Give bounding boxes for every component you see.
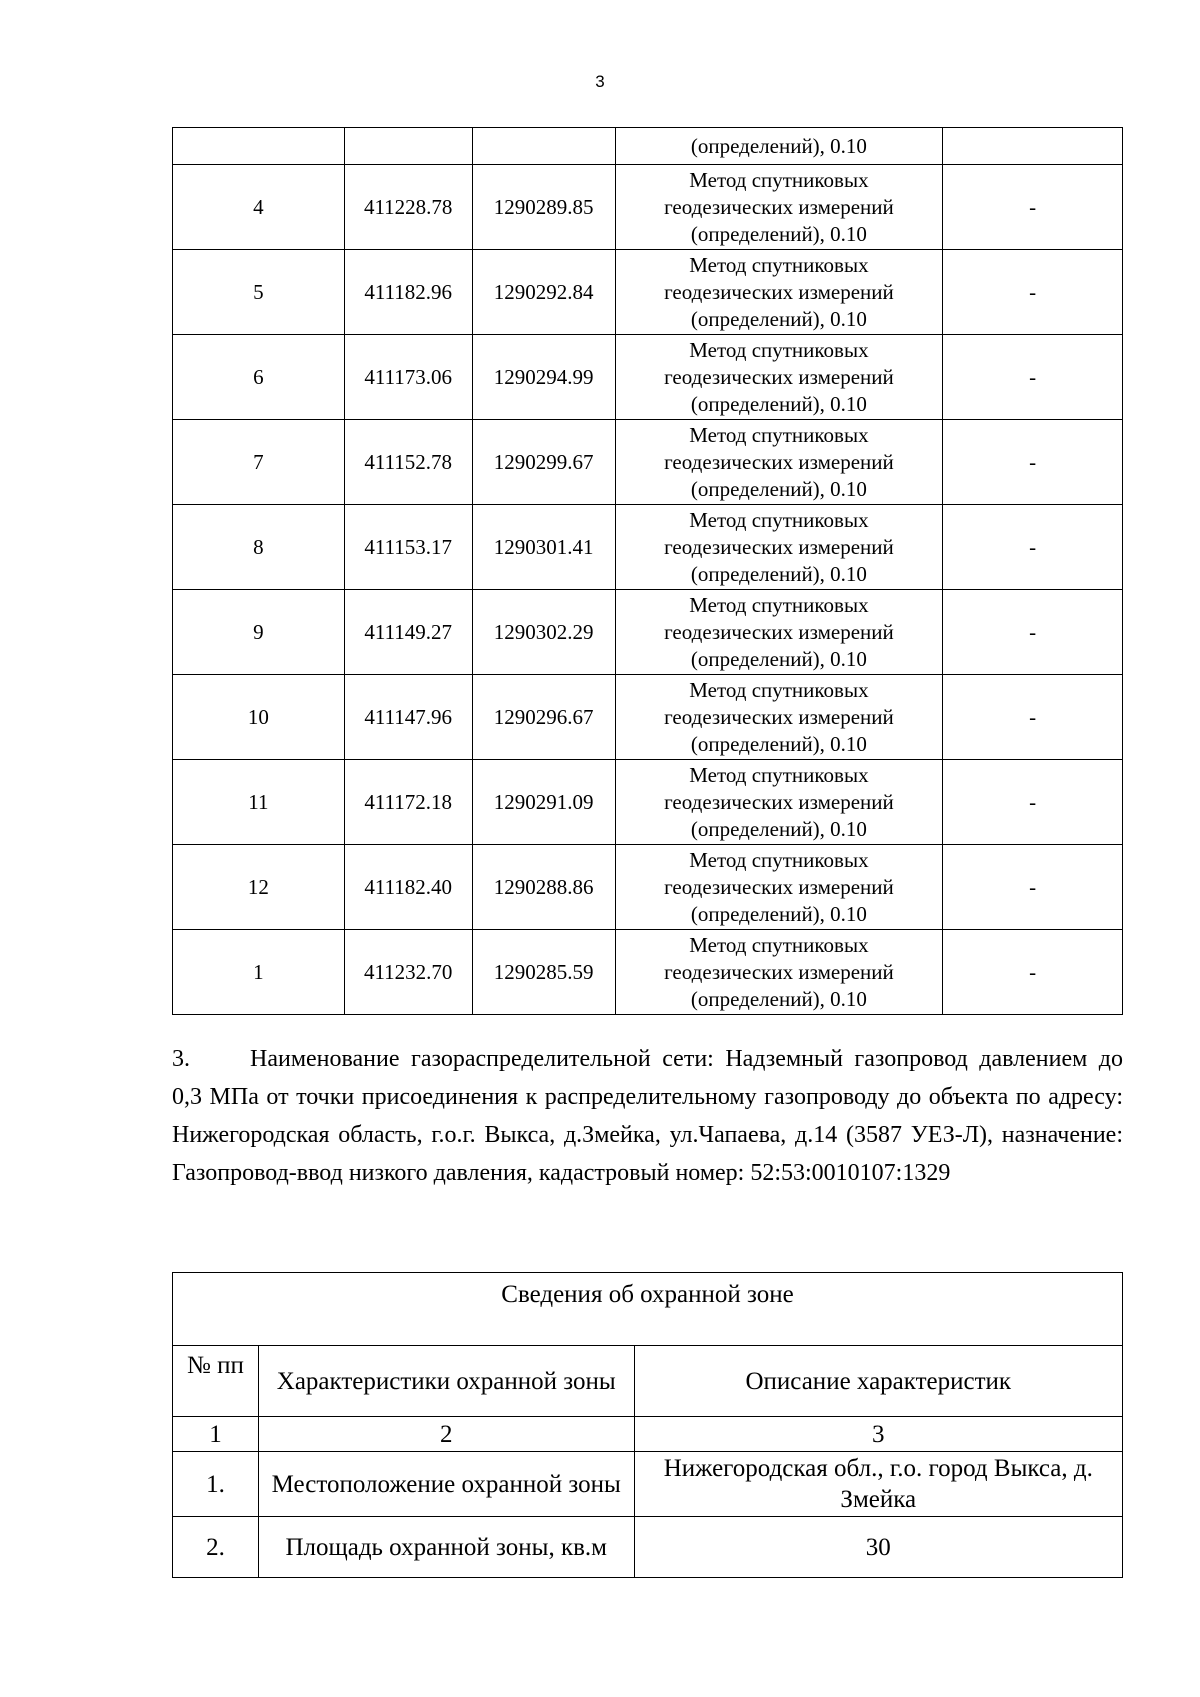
method-line: Метод спутниковых bbox=[689, 422, 869, 447]
method-line: (определений), 0.10 bbox=[690, 221, 867, 246]
page-number: 3 bbox=[595, 72, 605, 91]
protection-zone-table bbox=[172, 1272, 1123, 1578]
table-row bbox=[173, 845, 1123, 930]
method-line: геодезических измерений bbox=[664, 789, 894, 814]
y-coordinate: 1290301.41 bbox=[472, 505, 615, 590]
point-number: 11 bbox=[173, 760, 345, 845]
coordinates-table bbox=[172, 127, 1123, 1015]
method-line: Метод спутниковых bbox=[689, 252, 869, 277]
method-cell bbox=[615, 420, 943, 505]
x-coordinate: 411152.78 bbox=[344, 420, 472, 505]
method-line: (определений), 0.10 bbox=[690, 561, 867, 586]
method-cell: (определений), 0.10 bbox=[615, 128, 943, 165]
table-cell: 30 bbox=[634, 1517, 1122, 1578]
note-cell: - bbox=[943, 760, 1123, 845]
table-row bbox=[173, 505, 1123, 590]
method-cell bbox=[615, 250, 943, 335]
note-cell: - bbox=[943, 505, 1123, 590]
y-coordinate: 1290292.84 bbox=[472, 250, 615, 335]
section-text: Наименование газораспределительной сети: Надземный газопровод давлением до 0,3 МПа от точки присоединения к распределительному газопроводу до объекта по адресу: Нижегородская область, г.о.г. Выкса, д.Змейка, ул.Чапаева, д.14 (3587 УЕЗ-Л), назначение: Газопровод-ввод низкого давления, кадастровый номер: 52:53:0010107:1329 bbox=[172, 1046, 1123, 1186]
note-cell: - bbox=[943, 845, 1123, 930]
method-cell bbox=[615, 845, 943, 930]
point-number: 9 bbox=[173, 590, 345, 675]
table-header-row bbox=[173, 1346, 1123, 1417]
method-line: (определений), 0.10 bbox=[690, 391, 867, 416]
method-line: (определений), 0.10 bbox=[690, 476, 867, 501]
method-line: (определений), 0.10 bbox=[690, 986, 867, 1011]
method-cell bbox=[615, 675, 943, 760]
method-line: Метод спутниковых bbox=[689, 167, 869, 192]
method-line: геодезических измерений bbox=[664, 364, 894, 389]
method-line: (определений), 0.10 bbox=[690, 646, 867, 671]
table-cell bbox=[344, 128, 472, 165]
method-line: геодезических измерений bbox=[664, 874, 894, 899]
section-3-paragraph bbox=[172, 1040, 1123, 1192]
method-cell bbox=[615, 335, 943, 420]
method-line: (определений), 0.10 bbox=[690, 731, 867, 756]
table-row bbox=[173, 590, 1123, 675]
table-cell: 1 bbox=[173, 1417, 259, 1452]
point-number: 5 bbox=[173, 250, 345, 335]
note-cell: - bbox=[943, 420, 1123, 505]
x-coordinate: 411182.40 bbox=[344, 845, 472, 930]
table-cell: 1. bbox=[173, 1452, 259, 1517]
point-number: 4 bbox=[173, 165, 345, 250]
method-line: (определений), 0.10 bbox=[690, 901, 867, 926]
point-number: 7 bbox=[173, 420, 345, 505]
method-line: геодезических измерений bbox=[664, 534, 894, 559]
table-cell bbox=[943, 128, 1123, 165]
point-number: 10 bbox=[173, 675, 345, 760]
y-coordinate: 1290302.29 bbox=[472, 590, 615, 675]
method-line: Метод спутниковых bbox=[689, 932, 869, 957]
column-index-row bbox=[173, 1417, 1123, 1452]
method-line: геодезических измерений bbox=[664, 704, 894, 729]
x-coordinate: 411172.18 bbox=[344, 760, 472, 845]
section-number: 3. bbox=[172, 1046, 190, 1072]
method-line: Метод спутниковых bbox=[689, 847, 869, 872]
column-header: № пп bbox=[173, 1346, 259, 1417]
table-row bbox=[173, 760, 1123, 845]
method-line: Метод спутниковых bbox=[689, 337, 869, 362]
method-line: геодезических измерений bbox=[664, 194, 894, 219]
method-cell bbox=[615, 505, 943, 590]
note-cell: - bbox=[943, 335, 1123, 420]
method-line: Метод спутниковых bbox=[689, 677, 869, 702]
table-cell: 2 bbox=[258, 1417, 634, 1452]
method-line: (определений), 0.10 bbox=[690, 816, 867, 841]
method-line: Метод спутниковых bbox=[689, 507, 869, 532]
table-row bbox=[173, 335, 1123, 420]
table-cell: Площадь охранной зоны, кв.м bbox=[258, 1517, 634, 1578]
x-coordinate: 411173.06 bbox=[344, 335, 472, 420]
method-cell bbox=[615, 760, 943, 845]
table-cell: Нижегородская обл., г.о. город Выкса, д. Змейка bbox=[634, 1452, 1122, 1517]
note-cell: - bbox=[943, 165, 1123, 250]
table-cell: Местоположение охранной зоны bbox=[258, 1452, 634, 1517]
table-row bbox=[173, 165, 1123, 250]
y-coordinate: 1290285.59 bbox=[472, 930, 615, 1015]
table-row bbox=[173, 1517, 1123, 1578]
table-cell: 3 bbox=[634, 1417, 1122, 1452]
y-coordinate: 1290289.85 bbox=[472, 165, 615, 250]
method-line: (определений), 0.10 bbox=[690, 306, 867, 331]
table-row bbox=[173, 930, 1123, 1015]
table-row bbox=[173, 1452, 1123, 1517]
method-cell bbox=[615, 165, 943, 250]
table-title: Сведения об охранной зоне bbox=[173, 1273, 1123, 1346]
y-coordinate: 1290299.67 bbox=[472, 420, 615, 505]
method-cell bbox=[615, 590, 943, 675]
note-cell: - bbox=[943, 250, 1123, 335]
x-coordinate: 411232.70 bbox=[344, 930, 472, 1015]
table-title-row bbox=[173, 1273, 1123, 1346]
y-coordinate: 1290291.09 bbox=[472, 760, 615, 845]
table-cell bbox=[472, 128, 615, 165]
method-line: геодезических измерений bbox=[664, 959, 894, 984]
note-cell: - bbox=[943, 930, 1123, 1015]
table-cell bbox=[173, 128, 345, 165]
method-line: Метод спутниковых bbox=[689, 762, 869, 787]
method-line: геодезических измерений bbox=[664, 279, 894, 304]
point-number: 1 bbox=[173, 930, 345, 1015]
note-cell: - bbox=[943, 590, 1123, 675]
method-cell bbox=[615, 930, 943, 1015]
point-number: 12 bbox=[173, 845, 345, 930]
y-coordinate: 1290288.86 bbox=[472, 845, 615, 930]
table-row bbox=[173, 250, 1123, 335]
table-row bbox=[173, 675, 1123, 760]
point-number: 6 bbox=[173, 335, 345, 420]
column-header: Характеристики охранной зоны bbox=[258, 1346, 634, 1417]
x-coordinate: 411147.96 bbox=[344, 675, 472, 760]
table-row bbox=[173, 128, 1123, 165]
point-number: 8 bbox=[173, 505, 345, 590]
method-line: геодезических измерений bbox=[664, 449, 894, 474]
y-coordinate: 1290296.67 bbox=[472, 675, 615, 760]
note-cell: - bbox=[943, 675, 1123, 760]
x-coordinate: 411153.17 bbox=[344, 505, 472, 590]
x-coordinate: 411182.96 bbox=[344, 250, 472, 335]
column-header: Описание характеристик bbox=[634, 1346, 1122, 1417]
x-coordinate: 411228.78 bbox=[344, 165, 472, 250]
y-coordinate: 1290294.99 bbox=[472, 335, 615, 420]
table-cell: 2. bbox=[173, 1517, 259, 1578]
table-row bbox=[173, 420, 1123, 505]
x-coordinate: 411149.27 bbox=[344, 590, 472, 675]
method-line: геодезических измерений bbox=[664, 619, 894, 644]
method-line: Метод спутниковых bbox=[689, 592, 869, 617]
